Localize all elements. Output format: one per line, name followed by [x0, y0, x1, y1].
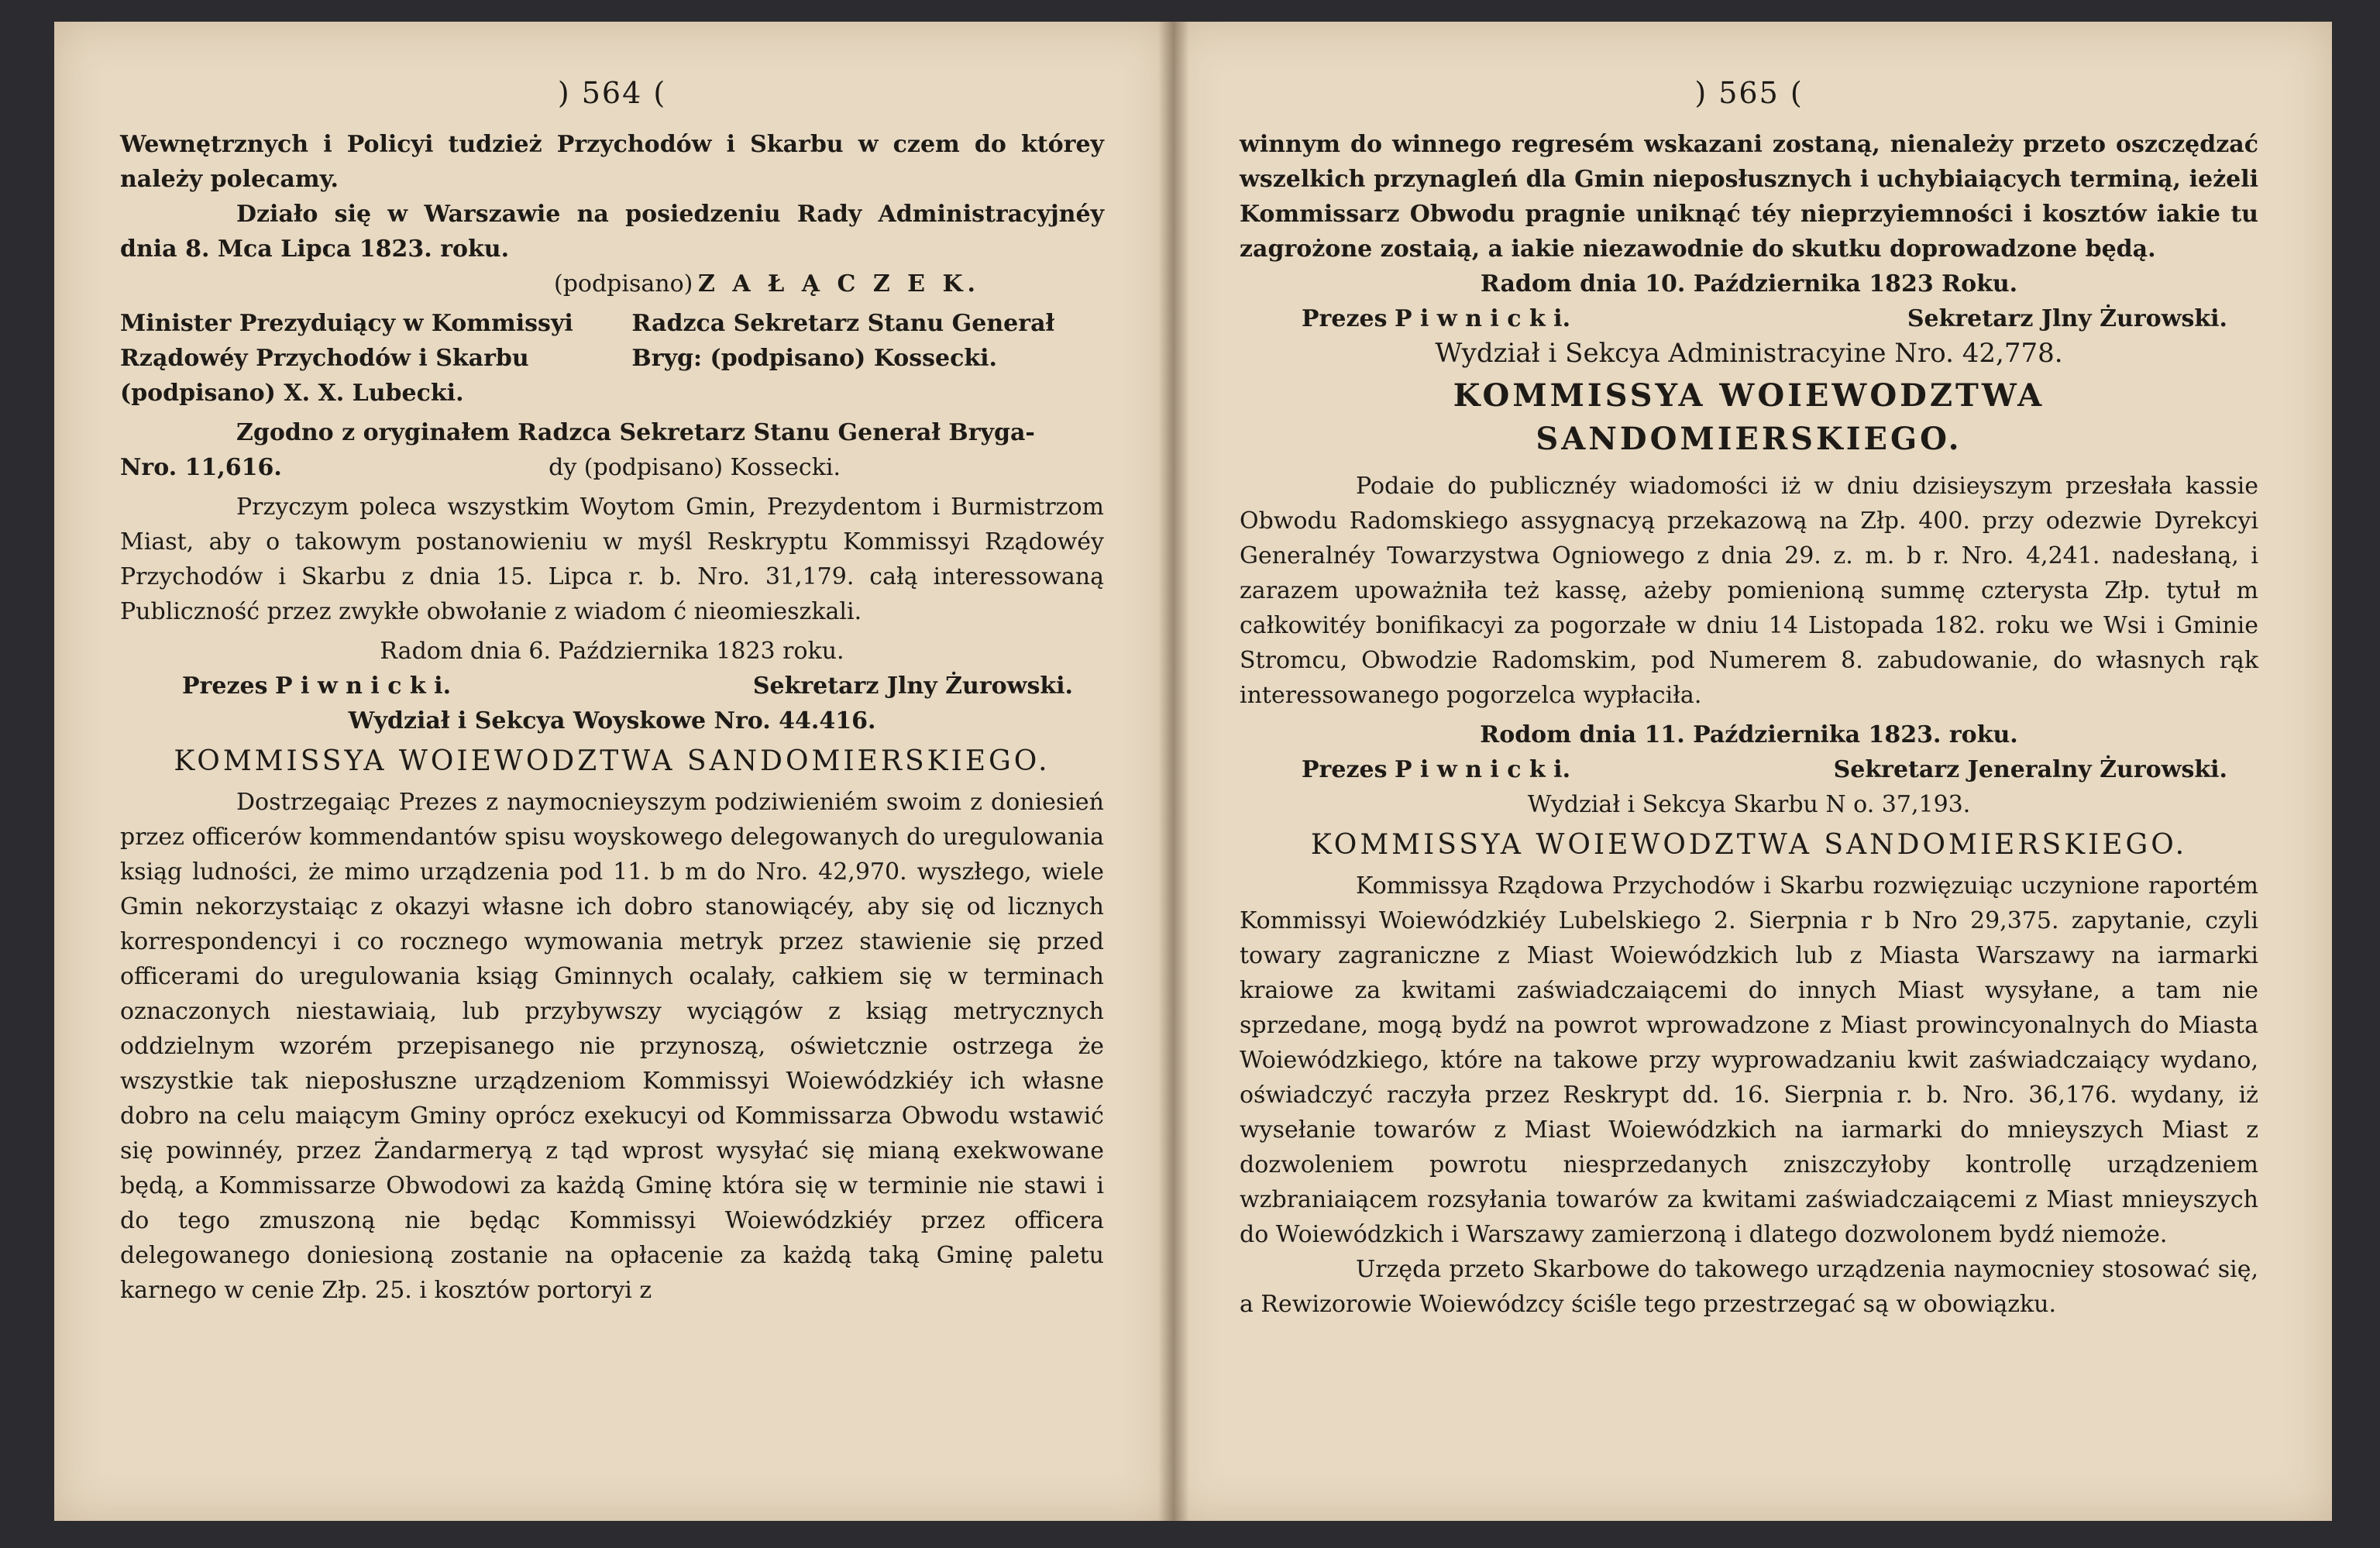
radom-date-right-2: Rodom dnia 11. Października 1823. roku. [1480, 721, 2018, 748]
radom-date-left: Radom dnia 6. Października 1823 roku. [380, 638, 844, 665]
body-left: Dostrzegaiąc Prezes z naymocnieyszym podziwieniém swoim z doniesień przez officerów kommendantów spisu woyskowego delegowanych do uregulowania ksiąg ludności, że mimo urządzenia pod 11. b m do Nro. 42,970. wyszłego, wiele Gmin nekorzystaiąc z okazyi własne ich dobro stanowiącéy, aby się od licznych korrespondencyi i co rocznego wymowania metryk przez stawienie się przed officerami do uregulowania ksiąg Gminnych ocalały, całkiem się w terminach oznaczonych niestawiaią, lub przybywszy wyciągów z ksiąg metrycznych oddzielnym wzorém przepisanego nie przynoszą, oświetcznie ostrzega że wszystkie tak nieposłuszne urządzeniom Kommissyi Woiewódzkiéy ich własne dobro na celu maiącym Gminy oprócz exekucyi od Kommissarza Obwodu wstawić się powinnéy, przez Żandarmeryą z tąd wprost wysyłać się mianą exekwowane będą, a Kommissarze Obwodowi za każdą Gminę która się w terminie nie stawi i do tego zmuszoną nie będąc Kommissyi Woiewódzkiéy przez officera delegowanego doniesioną zostanie na opłacenie za każdą taką Gminę paletu karnego w cenie Złp. 25. i kosztów portoryi z [120, 789, 1104, 1304]
body-right-2: Kommissya Rządowa Przychodów i Skarbu rozwięzuiąc uczynione raportém Kommissyi Woiewódzkiéy Lubelskiego 2. Sierpnia r b Nro 29,375. zapytanie, czyli towary zagraniczne z Miast Woiewódzkich lub z Miasta Warszawy na iarmarki kraiowe za kwitami zaświadczaiącemi do innych Miast wysyłane, a tam nie sprzedane, mogą bydź na powrot wprowadzone z Miast prowincyonalnych do Miasta Woiewódzkiego, które na takowe przy wyprowadzaniu kwit zaświadczaiący wydano, oświadczyć raczyła przez Reskrypt dd. 16. Sierpnia r. b. Nro. 36,176. wydany, iż wysełanie towarów z Miast Woiewódzkich na iarmarki do mnieyszych Miast z dozwoleniem powrotu niesprzedanych zniszczyłoby kontrollę urządzeniem wzbraniaiącem rozsyłania towarów za kwitami zaświadczaiącemi z Miast mnieyszych do Woiewódzkich i Warszawy zamierzoną i dlatego dozwolonem bydź niemoże. [1240, 872, 2258, 1248]
prezes-row-right-2 [1240, 752, 2258, 787]
kommissya-heading-left: KOMMISSYA WOIEWODZTWA SANDOMIERSKIEGO. [174, 745, 1051, 777]
page-number-right: ) 565 ( [1694, 76, 1804, 110]
zgodno-line: Zgodno z oryginałem Radzca Sekretarz Stanu Generał Bryga- [236, 419, 1035, 446]
book-gutter [1158, 22, 1189, 1521]
przyczym-paragraph: Przyczym poleca wszystkim Woytom Gmin, Prezydentom i Burmistrzom Miast, aby o takowym postanowieniu w myśl Reskryptu Kommissyi Rządowéy Przychodów i Skarbu z dnia 15. Lipca r. b. Nro. 31,179. całą interessowaną Publiczność przez zwykłe obwołanie z wiadom ć nieomieszkali. [120, 494, 1104, 625]
kommissya-heading-right-2: KOMMISSYA WOIEWODZTWA SANDOMIERSKIEGO. [1310, 829, 2188, 861]
book-spread [54, 22, 2332, 1521]
prezes-label-right-2: Prezes [1302, 756, 1388, 783]
kommissya-heading-right-1: KOMMISSYA WOIEWODZTWA SANDOMIERSKIEGO. [1453, 377, 2045, 457]
prezes-row-left [120, 669, 1104, 703]
wydzial-right-2: Wydział i Sekcya Skarbu N o. 37,193. [1527, 791, 1971, 818]
signature-minister: Minister Prezyduiący w Kommissyi Rządowéy Przychodów i Skarbu (podpisano) X. X. Lubecki. [120, 310, 573, 407]
left-line1: Wewnętrznych i Policyi tudzież Przychodów i Skarbu w czem do którey należy polecamy. [120, 131, 1104, 193]
prezes-row-right-1 [1240, 301, 2258, 336]
signatures-block [120, 306, 1104, 411]
prezes-name-right-1: P i w n i c k i. [1395, 305, 1571, 332]
left-line2: Działo się w Warszawie na posiedzeniu Rady Administracyjnéy dnia 8. Mca Lipca 1823. roku. [120, 201, 1104, 263]
right-opening: winnym do winnego regresém wskazani zostaną, nienależy przeto oszczędzać wszelkich przynagleń dla Gmin nieposłusznych i uchybiaiących terminą, ieżeli Kommissarz Obwodu pragnie uniknąć téy nieprzyiemności i kosztów iakie tu zagrożone zostaią, a iakie niezawodnie do skutku doprowadzone będą. [1240, 131, 2258, 263]
radom-date-right-1: Radom dnia 10. Października 1823 Roku. [1480, 270, 2018, 298]
prezes-label-left: Prezes [182, 673, 268, 700]
body-right-1: Podaie do publicznéy wiadomości iż w dniu dzisieyszym przesłała kassie Obwodu Radomskiego assygnacyą przekazową na Złp. 400. przy odezwie Dyrekcyi Generalnéy Towarzystwa Ogniowego z dnia 29. z. m. b r. Nro. 4,241. nadesłaną, i zarazem upoważniła też kassę, ażeby pomienioną summę czterysta Złp. tytuł m całkowitéy bonifikacyi za pogorzałe w dniu 14 Listopada 182. roku we Wsi i Gminie Stromcu, Obwodzie Radomskim, pod Numerem 8. zabudowanie, do własnych rąk interessowanego pogorzelca wypłaciła. [1240, 473, 2258, 709]
zalaczek-heading: Z A Ł Ą C Z E K. [697, 270, 980, 298]
prezes-name-right-2: P i w n i c k i. [1395, 756, 1571, 783]
zalaczek-row [120, 267, 1104, 301]
page-number-left: ) 564 ( [557, 76, 667, 110]
signature-radzca: Radzca Sekretarz Stanu Generał Bryg: (podpisano) Kossecki. [631, 310, 1055, 372]
wydzial-left: Wydział i Sekcya Woyskowe Nro. 44.416. [348, 707, 876, 734]
podpisano-label: (podpisano) [554, 270, 693, 298]
dy-podpisano: dy (podpisano) Kossecki. [549, 454, 841, 481]
sekretarz-right-2: Sekretarz Jeneralny Żurowski. [1833, 756, 2227, 783]
right-page [1170, 22, 2332, 1521]
body-right-3: Urzęda przeto Skarbowe do takowego urządzenia naymocniey stosować się, a Rewizorowie Woiewódzcy ściśle tego przestrzegać są w obowiązku. [1240, 1256, 2258, 1318]
sekretarz-left: Sekretarz Jlny Żurowski. [752, 673, 1073, 700]
prezes-name-left: P i w n i c k i. [275, 673, 452, 700]
sekretarz-right-1: Sekretarz Jlny Żurowski. [1907, 305, 2227, 332]
left-page [54, 22, 1170, 1521]
prezes-label-right-1: Prezes [1302, 305, 1388, 332]
nro-row [120, 450, 1104, 485]
wydzial-right-1: Wydział i Sekcya Administracyine Nro. 42,778. [1435, 338, 2063, 369]
nro-label: Nro. 11,616. [120, 454, 282, 481]
